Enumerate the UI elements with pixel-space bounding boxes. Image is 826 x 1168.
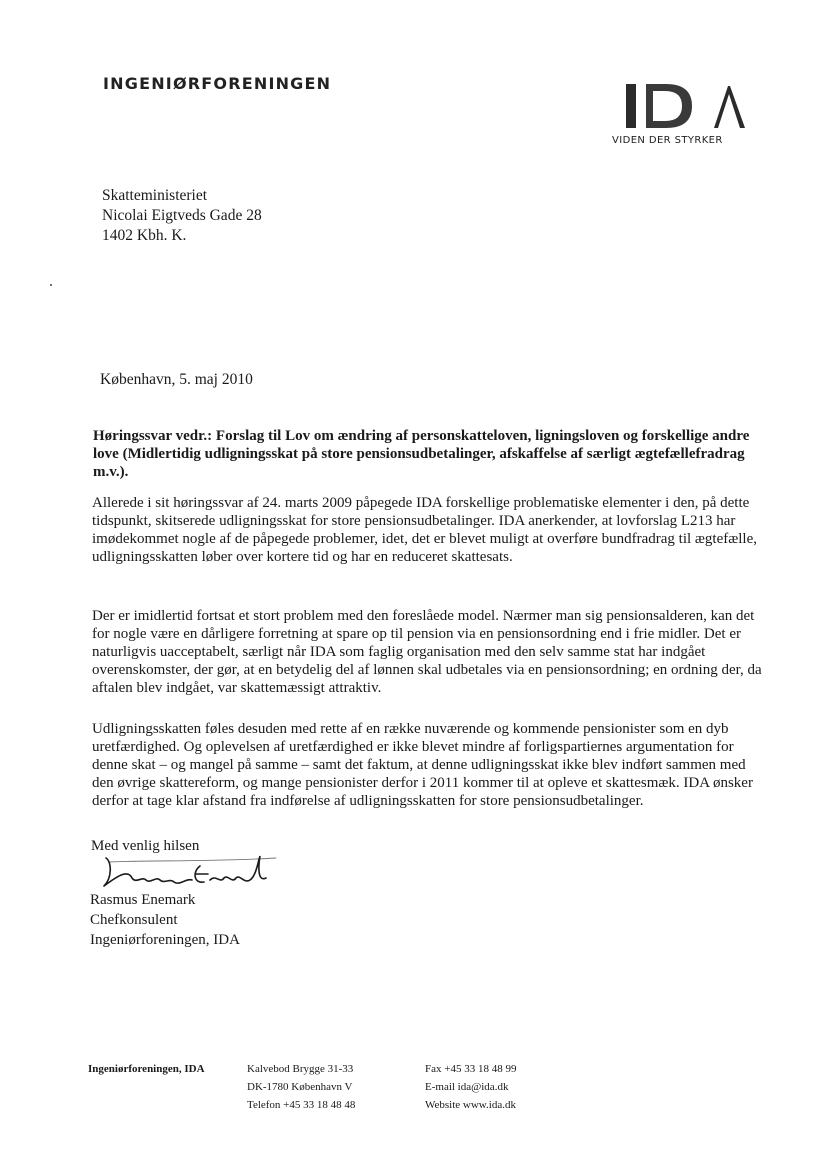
recipient-line-2: Nicolai Eigtveds Gade 28 <box>102 207 262 224</box>
signer-organization: Ingeniørforeningen, IDA <box>90 932 240 948</box>
scan-speck <box>50 284 52 286</box>
ida-logo <box>622 84 748 132</box>
footer-email: E-mail ida@ida.dk <box>425 1081 509 1093</box>
footer-address <box>247 1060 355 1114</box>
signer-name: Rasmus Enemark <box>90 892 196 908</box>
signature-block <box>90 890 240 950</box>
organization-name: INGENIØRFORENINGEN <box>103 74 332 93</box>
footer-website: Website www.ida.dk <box>425 1099 516 1111</box>
footer-phone: Telefon +45 33 18 48 48 <box>247 1099 356 1111</box>
logo-tagline: VIDEN DER STYRKER <box>612 135 723 146</box>
body-paragraph-1: Allerede i sit høringssvar af 24. marts 2009 påpegede IDA forskellige problematiske elementer i den, på dette tidspunkt, skitserede udligningsskat for store pensionsudbetalinger. IDA anerkender, at lovforslag L213 har imødekommet nogle af de påpegede problemer, idet, det er blevet muligt at overføre bundfradrag til ægtefælle, udligningsskatten løber over kortere tid og har en reduceret skattesats. <box>92 495 758 565</box>
signer-title: Chefkonsulent <box>90 912 178 928</box>
footer-org-name: Ingeniørforeningen, IDA <box>88 1063 205 1075</box>
footer-fax: Fax +45 33 18 48 99 <box>425 1063 517 1075</box>
footer-contact <box>425 1060 516 1114</box>
footer-address-line-2: DK-1780 København V <box>247 1081 353 1093</box>
footer-organization <box>88 1060 205 1078</box>
date-line: København, 5. maj 2010 <box>100 371 253 388</box>
recipient-line-1: Skatteministeriet <box>102 187 208 204</box>
handwritten-signature <box>90 852 280 892</box>
closing-salutation: Med venlig hilsen <box>91 838 200 854</box>
body-paragraph-3: Udligningsskatten føles desuden med rette af en række nuværende og kommende pensionister som en dyb uretfærdighed. Og oplevelsen af uretfærdighed er ikke blevet mindre af forligspartiernes argumentation for denne skat – og mangel på samme – samt det faktum, at denne udligningsskat ikke blev indført sammen med den øvrige skattereform, og mange pensionister derfor i 2011 kommer til at opleve et skattesmæk. IDA ønsker derfor at tage klar afstand fra indførelse af udligningsskatten for store pensionsudbetalinger. <box>92 721 753 809</box>
subject-heading: Høringssvar vedr.: Forslag til Lov om ændring af personskatteloven, ligningsloven og forskellige andre love (Midlertidig udligningsskat på store pensionsudbetalinger, afskaffelse af særligt ægtefællefradrag m.v.). <box>93 428 750 480</box>
footer-address-line-1: Kalvebod Brygge 31-33 <box>247 1063 354 1075</box>
recipient-line-3: 1402 Kbh. K. <box>102 227 187 244</box>
body-paragraph-2: Der er imidlertid fortsat et stort problem med den foreslåede model. Nærmer man sig pensionsalderen, kan det for nogle være en dårligere forretning at spare op til pension via en pensionsordning end i frie midler. Det er naturligvis uacceptabelt, særligt når IDA som faglig organisation med den selv samme stat har indgået overenskomster, der gør, at en betydelig del af lønnen skal udbetales via en pensionsordning; en ordning der, da aftalen blev indgået, var skattemæssigt attraktiv. <box>92 608 762 696</box>
recipient-address <box>102 186 262 246</box>
